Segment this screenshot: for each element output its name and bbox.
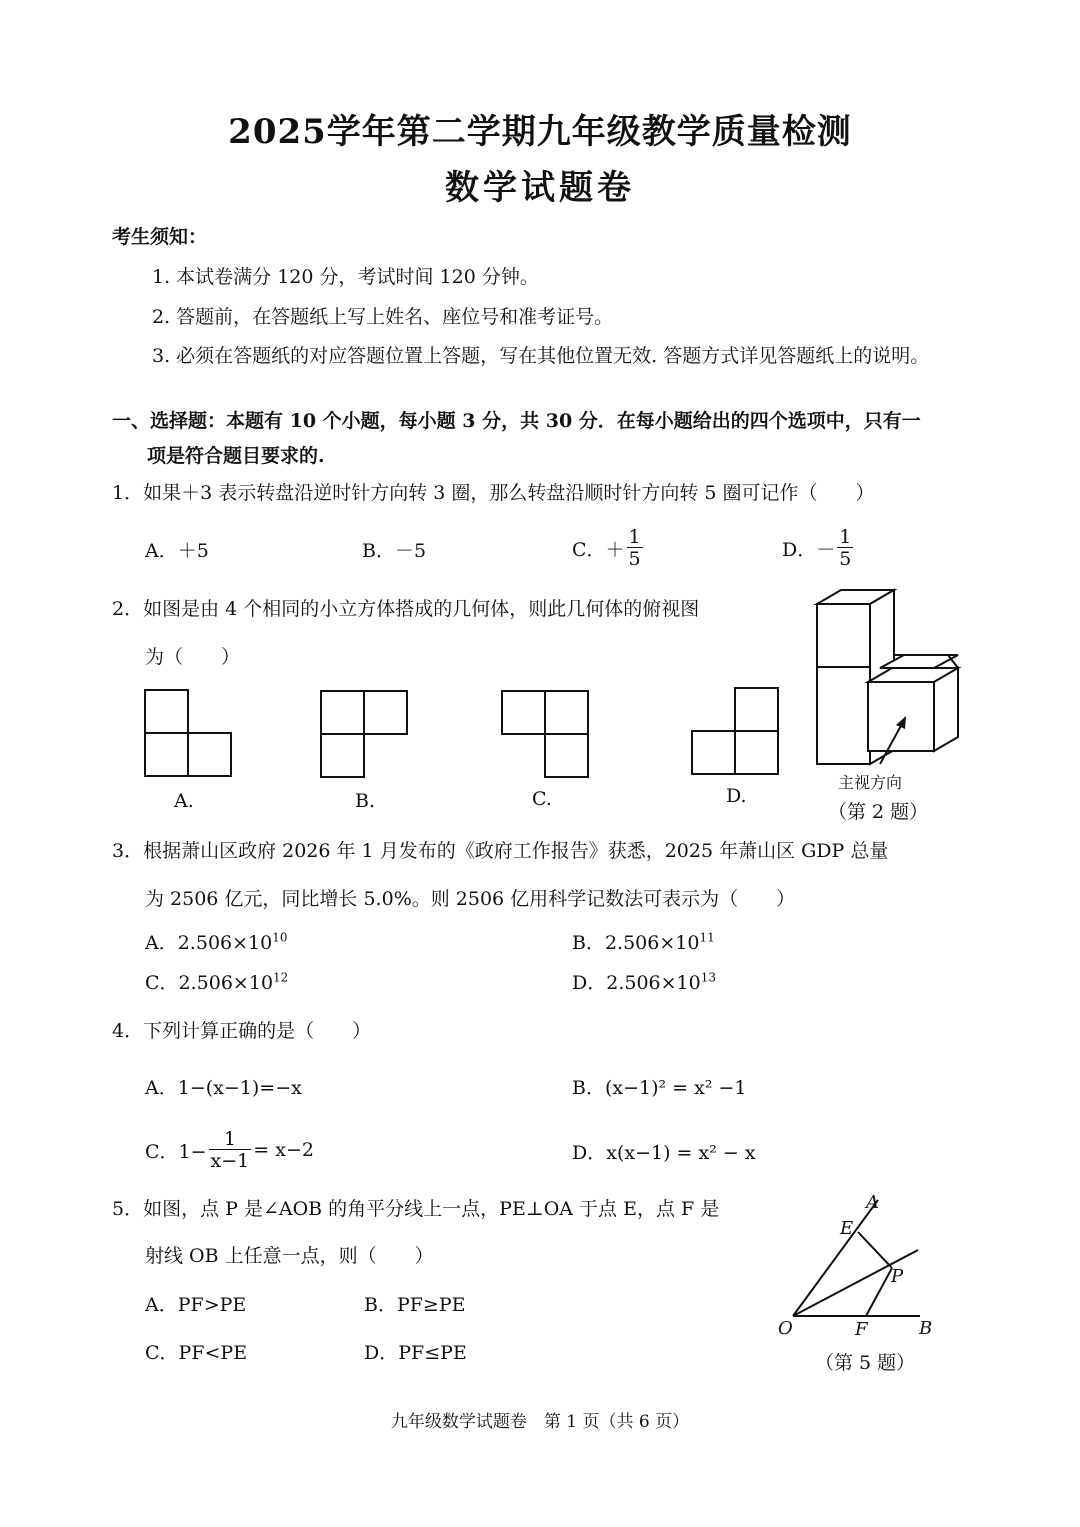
q2-stem-line1: 2．如图是由 4 个相同的小立方体搭成的几何体，则此几何体的俯视图 [112, 598, 700, 620]
q5-option-b: B．PF≥PE [364, 1294, 466, 1316]
q5-label-a: A [866, 1192, 879, 1213]
q2-stem-line2: 为（ ） [145, 646, 241, 668]
q5-stem-line2: 射线 OB 上任意一点，则（ ） [145, 1245, 434, 1267]
notice-item-1: 1. 本试卷满分 120 分，考试时间 120 分钟。 [152, 266, 539, 288]
q5-label-b: B [919, 1318, 933, 1339]
q3-option-c-exponent: 12 [273, 970, 289, 985]
q2-option-b-grid [321, 691, 407, 777]
q3-option-b-base: B．2.506×10 [572, 932, 700, 954]
section-heading-line2: 项是符合题目要求的. [147, 445, 325, 467]
q5-label-f: F [855, 1319, 868, 1340]
q4-stem: 4．下列计算正确的是（ ） [112, 1020, 372, 1042]
q5-caption: （第 5 题） [815, 1352, 916, 1374]
q2-option-d-grid [692, 688, 778, 774]
notice-item-2: 2. 答题前，在答题纸上写上姓名、座位号和准考证号。 [152, 306, 614, 328]
q3-stem-line2: 为 2506 亿元，同比增长 5.0%。则 2506 亿用科学记数法可表示为（ ） [145, 888, 796, 910]
q3-option-c-base: C．2.506×10 [145, 972, 274, 994]
q4-option-c-fraction [209, 1127, 252, 1172]
q5-label-o: O [778, 1318, 793, 1339]
q5-label-p: P [891, 1266, 904, 1287]
q3-option-d-base: D．2.506×10 [572, 972, 701, 994]
q2-label-c: C. [532, 788, 552, 810]
q3-option-a-exponent: 10 [272, 930, 288, 945]
q4-option-c-prefix: C．1− [145, 1140, 207, 1163]
fraction-denominator: 5 [628, 547, 641, 570]
q4-option-c-suffix: = x−2 [253, 1139, 314, 1161]
q2-caption: （第 2 题） [828, 801, 929, 823]
q1-option-b: B．－5 [362, 540, 427, 562]
q5-stem-line1: 5．如图，点 P 是∠AOB 的角平分线上一点，PE⊥OA 于点 E，点 F 是 [112, 1198, 720, 1220]
q3-option-d-exponent: 13 [700, 970, 717, 985]
fraction-numerator: 1 [223, 1127, 236, 1150]
q4-option-d: D．x(x−1) = x² − x [572, 1142, 756, 1164]
q4-option-a: A．1−(x−1)=−x [145, 1077, 302, 1099]
q1-stem: 1．如果＋3 表示转盘沿逆时针方向转 3 圈，那么转盘沿顺时针方向转 5 圈可记作（ ） [112, 482, 875, 504]
exam-title: 2025学年第二学期九年级教学质量检测 [228, 112, 852, 152]
q2-view-direction-label: 主视方向 [838, 773, 903, 792]
q1-option-a: A．＋5 [145, 540, 209, 562]
notice-heading: 考生须知： [112, 226, 208, 248]
q1-option-c-prefix: C．＋ [572, 538, 625, 561]
q5-angle-figure [793, 1200, 920, 1316]
q3-option-a-base: A．2.506×10 [145, 932, 273, 954]
q2-cube-figure [817, 590, 958, 764]
q2-option-c-grid [502, 691, 588, 777]
fraction-denominator: 5 [839, 547, 852, 570]
notice-item-3: 3. 必须在答题纸的对应答题位置上答题，写在其他位置无效. 答题方式详见答题纸上的说明。 [152, 345, 930, 367]
q5-option-a: A．PF>PE [145, 1294, 247, 1316]
q3-option-a [145, 928, 288, 955]
q4-option-b: B．(x−1)² = x² −1 [572, 1077, 747, 1099]
q2-label-b: B. [355, 790, 376, 812]
q3-option-d [572, 968, 716, 995]
section-heading-line1: 一、选择题：本题有 10 个小题，每小题 3 分，共 30 分．在每小题给出的四个选项中，只有一 [112, 410, 921, 432]
exam-subtitle: 数学试题卷 [445, 168, 635, 208]
fraction-numerator: 1 [628, 525, 641, 548]
q3-stem-line1: 3．根据萧山区政府 2026 年 1 月发布的《政府工作报告》获悉，2025 年萧山区 GDP 总量 [112, 840, 889, 862]
fraction-denominator: x−1 [210, 1149, 250, 1172]
q5-label-e: E [840, 1218, 854, 1239]
q3-option-b [572, 928, 715, 955]
q3-option-b-exponent: 11 [699, 930, 715, 945]
page-footer: 九年级数学试题卷 第 1 页（共 6 页） [390, 1412, 690, 1432]
q5-option-c: C．PF<PE [145, 1342, 248, 1364]
q3-option-c [145, 968, 288, 995]
q4-option-c [145, 1122, 314, 1178]
fraction-numerator: 1 [839, 525, 852, 548]
q1-option-d-prefix: D．－ [782, 538, 836, 561]
q2-label-d: D. [726, 785, 747, 807]
q2-label-a: A. [174, 790, 194, 812]
q5-option-d: D．PF≤PE [364, 1342, 467, 1364]
q2-option-a-grid [145, 690, 231, 776]
